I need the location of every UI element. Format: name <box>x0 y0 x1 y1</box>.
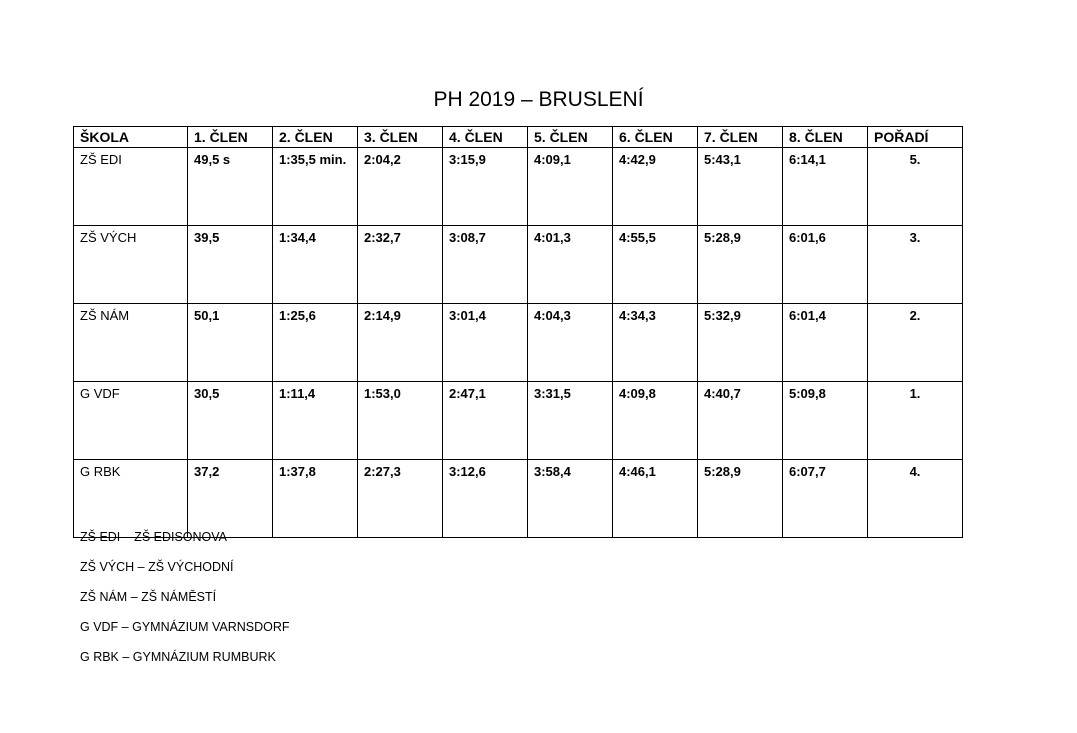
legend-item: ZŠ NÁM – ZŠ NÁMĚSTÍ <box>80 590 217 604</box>
time-cell: 4:04,3 <box>528 304 613 382</box>
legend-item: ZŠ VÝCH – ZŠ VÝCHODNÍ <box>80 560 234 574</box>
school-cell: ZŠ VÝCH <box>74 226 188 304</box>
column-header-member-2: 2. ČLEN <box>273 127 358 148</box>
column-header-member-1: 1. ČLEN <box>188 127 273 148</box>
column-header-member-8: 8. ČLEN <box>783 127 868 148</box>
time-cell: 3:15,9 <box>443 148 528 226</box>
time-cell: 4:01,3 <box>528 226 613 304</box>
column-header-member-4: 4. ČLEN <box>443 127 528 148</box>
time-cell: 5:28,9 <box>698 226 783 304</box>
time-cell: 1:11,4 <box>273 382 358 460</box>
legend-item: G RBK – GYMNÁZIUM RUMBURK <box>80 650 276 664</box>
time-cell: 39,5 <box>188 226 273 304</box>
column-header-member-7: 7. ČLEN <box>698 127 783 148</box>
time-cell: 6:07,7 <box>783 460 868 538</box>
school-cell: ZŠ NÁM <box>74 304 188 382</box>
legend-item: ZŠ EDI – ZŠ EDISONOVA <box>80 530 228 544</box>
time-cell: 4:46,1 <box>613 460 698 538</box>
rank-cell: 2. <box>868 304 963 382</box>
time-cell: 4:09,8 <box>613 382 698 460</box>
time-cell: 6:01,4 <box>783 304 868 382</box>
table-header-row <box>74 127 963 148</box>
time-cell: 4:40,7 <box>698 382 783 460</box>
time-cell: 3:08,7 <box>443 226 528 304</box>
column-header-member-6: 6. ČLEN <box>613 127 698 148</box>
table-row <box>74 460 963 538</box>
time-cell: 4:09,1 <box>528 148 613 226</box>
time-cell: 30,5 <box>188 382 273 460</box>
table-row <box>74 382 963 460</box>
time-cell: 5:32,9 <box>698 304 783 382</box>
time-cell: 5:09,8 <box>783 382 868 460</box>
rank-cell: 4. <box>868 460 963 538</box>
results-table <box>73 126 963 538</box>
time-cell: 6:14,1 <box>783 148 868 226</box>
time-cell: 2:32,7 <box>358 226 443 304</box>
legend-item: G VDF – GYMNÁZIUM VARNSDORF <box>80 620 290 634</box>
column-header-school: ŠKOLA <box>74 127 188 148</box>
time-cell: 2:47,1 <box>443 382 528 460</box>
school-cell: G VDF <box>74 382 188 460</box>
time-cell: 1:37,8 <box>273 460 358 538</box>
time-cell: 4:55,5 <box>613 226 698 304</box>
time-cell: 1:25,6 <box>273 304 358 382</box>
time-cell: 5:43,1 <box>698 148 783 226</box>
rank-cell: 1. <box>868 382 963 460</box>
time-cell: 4:42,9 <box>613 148 698 226</box>
time-cell: 1:34,4 <box>273 226 358 304</box>
time-cell: 2:14,9 <box>358 304 443 382</box>
time-cell: 1:53,0 <box>358 382 443 460</box>
time-cell: 50,1 <box>188 304 273 382</box>
time-cell: 2:04,2 <box>358 148 443 226</box>
time-cell: 37,2 <box>188 460 273 538</box>
time-cell: 6:01,6 <box>783 226 868 304</box>
time-cell: 3:01,4 <box>443 304 528 382</box>
column-header-rank: POŘADÍ <box>868 127 963 148</box>
rank-cell: 5. <box>868 148 963 226</box>
school-cell: ZŠ EDI <box>74 148 188 226</box>
table-row <box>74 304 963 382</box>
column-header-member-3: 3. ČLEN <box>358 127 443 148</box>
time-cell: 5:28,9 <box>698 460 783 538</box>
time-cell: 3:31,5 <box>528 382 613 460</box>
abbreviation-legend <box>80 528 290 678</box>
column-header-member-5: 5. ČLEN <box>528 127 613 148</box>
table-row <box>74 148 963 226</box>
time-cell: 49,5 s <box>188 148 273 226</box>
table-row <box>74 226 963 304</box>
document-title: PH 2019 – BRUSLENÍ <box>433 88 644 111</box>
time-cell: 1:35,5 min. <box>273 148 358 226</box>
school-cell: G RBK <box>74 460 188 538</box>
time-cell: 2:27,3 <box>358 460 443 538</box>
time-cell: 3:58,4 <box>528 460 613 538</box>
time-cell: 3:12,6 <box>443 460 528 538</box>
rank-cell: 3. <box>868 226 963 304</box>
time-cell: 4:34,3 <box>613 304 698 382</box>
